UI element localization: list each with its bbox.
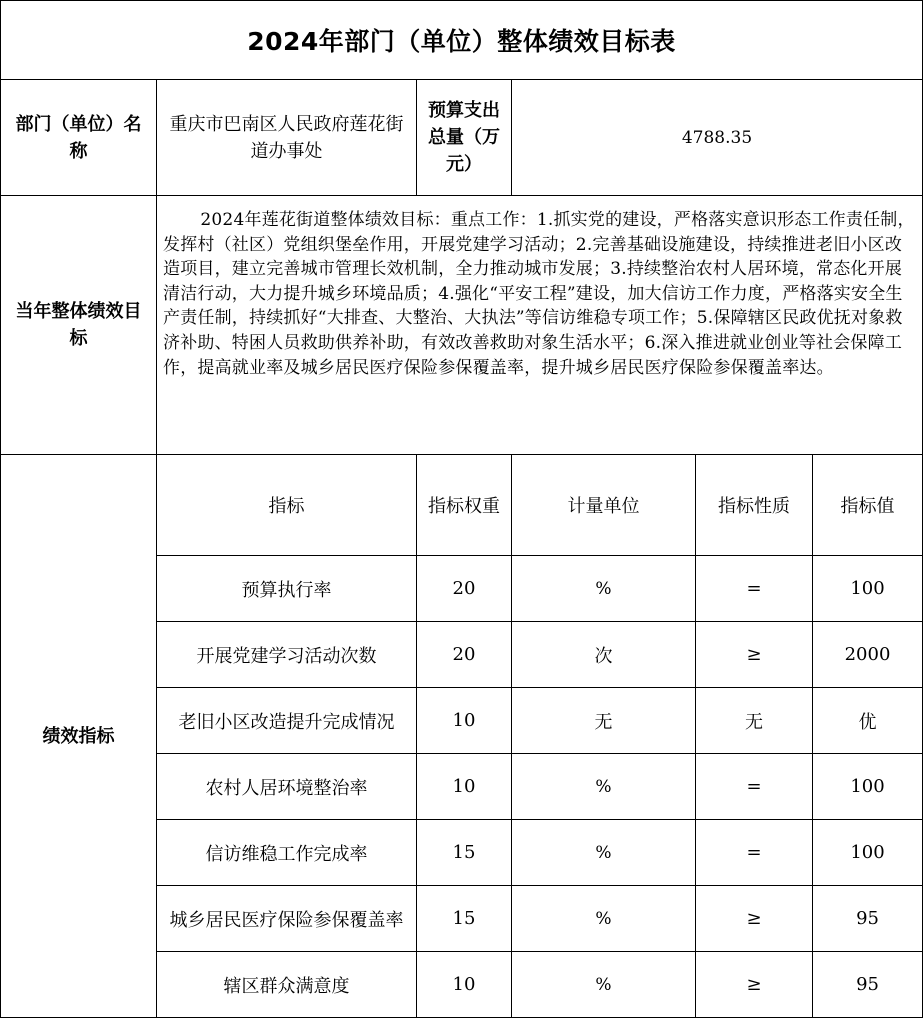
indicator-unit: %: [512, 952, 696, 1018]
indicator-unit: 次: [512, 622, 696, 688]
indicator-value: 优: [813, 688, 923, 754]
indicator-unit: %: [512, 754, 696, 820]
indicator-nature: ≥: [696, 622, 813, 688]
table-title: 2024年部门（单位）整体绩效目标表: [1, 1, 923, 80]
indicator-value: 95: [813, 886, 923, 952]
indicator-nature: ≥: [696, 886, 813, 952]
indicator-unit: %: [512, 820, 696, 886]
indicator-weight: 10: [417, 952, 512, 1018]
indicator-name: 预算执行率: [157, 556, 417, 622]
header-weight: 指标权重: [417, 455, 512, 556]
indicator-value: 2000: [813, 622, 923, 688]
budget-label: 预算支出总量（万元）: [417, 80, 512, 196]
dept-name: 重庆市巴南区人民政府莲花街道办事处: [157, 80, 417, 196]
header-value: 指标值: [813, 455, 923, 556]
indicator-weight: 20: [417, 556, 512, 622]
header-nature: 指标性质: [696, 455, 813, 556]
indicator-value: 100: [813, 820, 923, 886]
indicator-label: 绩效指标: [1, 455, 157, 1018]
indicator-nature: =: [696, 754, 813, 820]
header-name: 指标: [157, 455, 417, 556]
indicator-name: 农村人居环境整治率: [157, 754, 417, 820]
indicator-name: 信访维稳工作完成率: [157, 820, 417, 886]
goal-label: 当年整体绩效目标: [1, 196, 157, 455]
indicator-nature: =: [696, 820, 813, 886]
indicator-nature: 无: [696, 688, 813, 754]
indicator-name: 辖区群众满意度: [157, 952, 417, 1018]
goal-text: 2024年莲花街道整体绩效目标：重点工作：1.抓实党的建设，严格落实意识形态工作责任制，发挥村（社区）党组织堡垒作用，开展党建学习活动；2.完善基础设施建设，持续推进老旧小区改造项目，建立完善城市管理长效机制，全力推动城市发展；3.持续整治农村人居环境，常态化开展清洁行动，大力提升城乡环境品质；4.强化“平安工程”建设，加大信访工作力度，严格落实安全生产责任制，持续抓好“大排查、大整治、大执法”等信访维稳专项工作；5.保障辖区民政优抚对象救济补助、特困人员救助供养补助，有效改善救助对象生活水平；6.深入推进就业创业等社会保障工作，提高就业率及城乡居民医疗保险参保覆盖率，提升城乡居民医疗保险参保覆盖率达。: [157, 196, 923, 455]
indicator-weight: 10: [417, 754, 512, 820]
indicator-unit: 无: [512, 688, 696, 754]
indicator-unit: %: [512, 886, 696, 952]
indicator-name: 城乡居民医疗保险参保覆盖率: [157, 886, 417, 952]
indicator-value: 95: [813, 952, 923, 1018]
indicator-name: 老旧小区改造提升完成情况: [157, 688, 417, 754]
indicator-weight: 15: [417, 820, 512, 886]
indicator-weight: 15: [417, 886, 512, 952]
indicator-unit: %: [512, 556, 696, 622]
dept-label: 部门（单位）名称: [1, 80, 157, 196]
indicator-value: 100: [813, 754, 923, 820]
indicator-nature: ≥: [696, 952, 813, 1018]
budget-value: 4788.35: [512, 80, 923, 196]
indicator-name: 开展党建学习活动次数: [157, 622, 417, 688]
indicator-weight: 20: [417, 622, 512, 688]
header-unit: 计量单位: [512, 455, 696, 556]
indicator-weight: 10: [417, 688, 512, 754]
indicator-value: 100: [813, 556, 923, 622]
indicator-nature: =: [696, 556, 813, 622]
